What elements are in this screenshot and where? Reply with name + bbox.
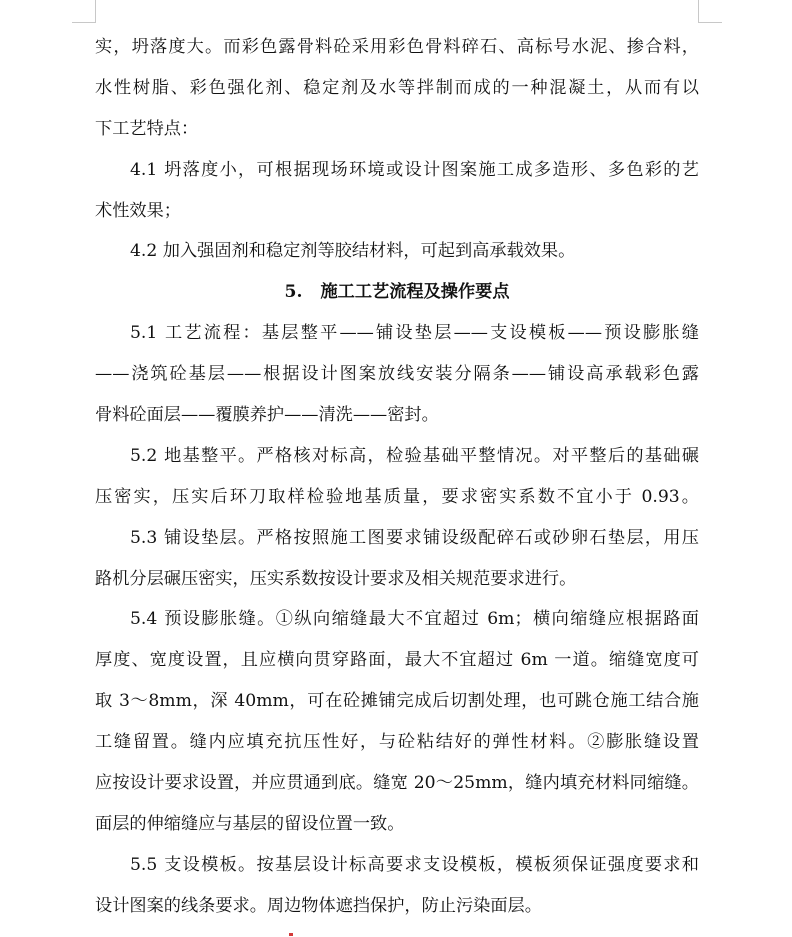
paragraph-line: 压密实，压实后环刀取样检验地基质量，要求密实系数不宜小于 0.93。 [95, 486, 699, 507]
paragraph-line: 下工艺特点： [95, 118, 199, 139]
document-body [95, 27, 699, 927]
paragraph-line: 4.2 加入强固剂和稳定剂等胶结材料，可起到高承载效果。 [130, 241, 576, 262]
paragraph-line: 5.2 地基整平。严格核对标高，检验基础平整情况。对平整后的基础碾 [130, 445, 699, 466]
section-heading [95, 272, 699, 313]
crop-mark-top-right-horizontal [698, 22, 722, 23]
paragraph-line: 水性树脂、彩色强化剂、稳定剂及水等拌制而成的一种混凝土，从而有以 [95, 77, 699, 98]
paragraph-line: ——浇筑砼基层——根据设计图案放线安装分隔条——铺设高承载彩色露 [95, 364, 699, 385]
paragraph-line: 路机分层碾压密实，压实系数按设计要求及相关规范要求进行。 [95, 568, 577, 589]
paragraph-line: 应按设计要求设置，并应贯通到底。缝宽 20～25mm，缝内填充材料同缩缝。 [95, 773, 699, 794]
crop-mark-top-left-vertical [95, 0, 96, 22]
section-heading-number: 5. [284, 282, 303, 303]
paragraph-line: 4.1 坍落度小，可根据现场环境或设计图案施工成多造形、多色彩的艺 [130, 159, 699, 180]
paragraph-line: 骨料砼面层——覆膜养护——清洗——密封。 [95, 405, 439, 426]
paragraph-line: 工缝留置。缝内应填充抗压性好，与砼粘结好的弹性材料。②膨胀缝设置 [95, 732, 699, 753]
section-heading-text: 施工工艺流程及操作要点 [320, 282, 510, 303]
paragraph-line: 5.4 预设膨胀缝。①纵向缩缝最大不宜超过 6m；横向缩缝应根据路面 [130, 609, 699, 630]
crop-mark-top-left-horizontal [72, 22, 96, 23]
crop-mark-top-right-vertical [698, 0, 699, 22]
paragraph-line: 设计图案的线条要求。周边物体遮挡保护，防止污染面层。 [95, 895, 542, 916]
paragraph-line: 5.3 铺设垫层。严格按照施工图要求铺设级配碎石或砂卵石垫层，用压 [130, 527, 699, 548]
paragraph-line: 术性效果； [95, 200, 181, 221]
paragraph-line: 实，坍落度大。而彩色露骨料砼采用彩色骨料碎石、高标号水泥、掺合料， [95, 37, 699, 57]
paragraph-line: 面层的伸缩缝应与基层的留设位置一致。 [95, 813, 405, 834]
paragraph-line: 5.1 工艺流程：基层整平——铺设垫层——支设模板——预设膨胀缝 [130, 323, 699, 344]
page-edge-mark [289, 933, 293, 936]
paragraph-line: 厚度、宽度设置，且应横向贯穿路面，最大不宜超过 6m 一道。缩缝宽度可 [95, 650, 699, 671]
paragraph-line: 5.5 支设模板。按基层设计标高要求支设模板，模板须保证强度要求和 [130, 854, 699, 875]
paragraph-line: 取 3～8mm，深 40mm，可在砼摊铺完成后切割处理，也可跳仓施工结合施 [95, 691, 699, 712]
